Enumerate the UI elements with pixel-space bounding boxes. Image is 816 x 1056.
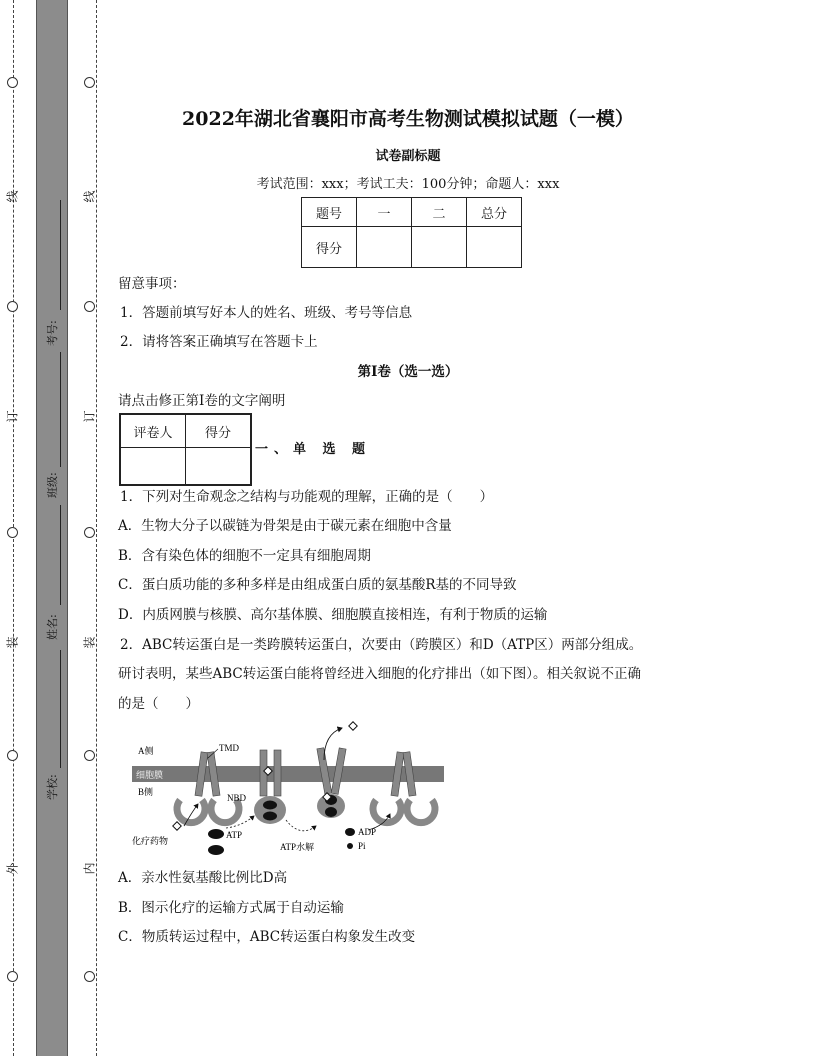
question-1-option-b: B．含有染色体的细胞不一定具有细胞周期 — [118, 548, 371, 564]
drug-molecule — [173, 822, 181, 830]
membrane-label: 细胞膜 — [136, 770, 164, 780]
class-label: 班级: — [46, 472, 59, 498]
question-2-option-c: C．物质转运过程中，ABC转运蛋白构象发生改变 — [118, 929, 416, 945]
exam-info: 考试范围：xxx；考试工夫：100分钟；命题人：xxx — [256, 177, 560, 192]
grader-header: 得分 — [186, 414, 252, 448]
school-label: 学校: — [46, 774, 59, 800]
score-table-header: 二 — [412, 198, 467, 227]
note-item: 1．答题前填写好本人的姓名、班级、考号等信息 — [120, 305, 413, 321]
score-table-header: 题号 — [302, 198, 357, 227]
score-cell — [412, 227, 467, 268]
binding-hole — [84, 527, 95, 538]
binding-hole — [7, 77, 18, 88]
chemo-drug-label: 化疗药物 — [132, 836, 169, 846]
binding-mark-outer: 订 — [5, 410, 20, 423]
binding-mark-outer: 线 — [5, 190, 20, 203]
page-subtitle: 试卷副标题 — [375, 149, 441, 164]
side-b-label: B侧 — [138, 787, 154, 797]
side-a-label: A侧 — [138, 746, 154, 756]
adp-label: ADP — [358, 827, 377, 837]
grader-cell — [120, 448, 186, 486]
pi-molecule — [347, 843, 353, 849]
score-cell — [357, 227, 412, 268]
question-2-option-b: B．图示化疗的运输方式属于自动运输 — [118, 900, 344, 916]
name-label: 姓名: — [46, 614, 59, 640]
question-2-stem-line: 研讨表明，某些ABC转运蛋白能将曾经进入细胞的化疗排出（如下图）。相关叙说不正确 — [118, 666, 641, 682]
name-line — [60, 505, 61, 605]
question-1-option-d: D．内质网膜与核膜、高尔基体膜、细胞膜直接相连，有利于物质的运输 — [118, 607, 548, 623]
question-2-option-a: A．亲水性氨基酸比例比D高 — [118, 870, 288, 886]
binding-hole — [7, 971, 18, 982]
atp-molecule — [208, 829, 224, 839]
binding-mark-outer: 装 — [5, 636, 20, 649]
nbd-label: NBD — [227, 793, 247, 803]
question-1-stem: 1．下列对生命观念之结构与功能观的理解，正确的是（ ） — [120, 489, 494, 505]
notes-heading: 留意事项： — [118, 276, 186, 292]
exam-number-label: 考号: — [46, 320, 59, 346]
atp-hydrolysis-label: ATP水解 — [280, 842, 315, 852]
grader-header: 评卷人 — [120, 414, 186, 448]
transporter-state-3 — [317, 748, 346, 818]
question-2-stem-line: 2．ABC转运蛋白是一类跨膜转运蛋白，次要由（跨膜区）和D（ATP区）两部分组成。 — [120, 637, 643, 653]
part1-instruction: 请点击修正第I卷的文字阐明 — [118, 393, 286, 409]
binding-hole — [84, 77, 95, 88]
score-row-label: 得分 — [302, 227, 357, 268]
binding-hole — [84, 971, 95, 982]
exam-number-line — [60, 200, 61, 310]
score-table-header: 总分 — [467, 198, 522, 227]
section-title: 一、单 选 题 — [255, 442, 372, 457]
abc-transporter-figure — [118, 716, 448, 864]
transporter-state-2 — [254, 750, 286, 824]
transporter-state-1 — [177, 752, 239, 823]
atp-label: ATP — [226, 830, 243, 840]
question-2-stem-line: 的是（ ） — [118, 696, 199, 712]
expelled-drug — [349, 722, 357, 730]
atp-molecule — [208, 845, 224, 855]
binding-mark-inner: 订 — [82, 410, 97, 423]
binding-hole — [7, 750, 18, 761]
note-item: 2．请将答案正确填写在答题卡上 — [120, 334, 318, 350]
pi-label: Pi — [358, 841, 366, 851]
atp-hydrolysis-arrow — [286, 820, 316, 831]
page-title: 2022年湖北省襄阳市高考生物测试模拟试题（一模） — [182, 108, 634, 130]
score-table-header: 一 — [357, 198, 412, 227]
part1-title: 第I卷（选一选） — [357, 364, 459, 380]
grader-table — [119, 413, 252, 486]
binding-hole — [84, 301, 95, 312]
adp-molecule — [345, 828, 355, 836]
binding-hole — [84, 750, 95, 761]
transporter-state-4 — [373, 752, 435, 823]
binding-mark-inner: 装 — [82, 636, 97, 649]
binding-hole — [7, 527, 18, 538]
binding-mark-inner: 内 — [82, 862, 97, 875]
score-table — [301, 197, 522, 268]
question-1-option-c: C．蛋白质功能的多种多样是由组成蛋白质的氨基酸R基的不同导致 — [118, 577, 517, 593]
binding-mark-inner: 线 — [82, 190, 97, 203]
binding-hole — [7, 301, 18, 312]
question-1-option-a: A．生物大分子以碳链为骨架是由于碳元素在细胞中含量 — [118, 518, 452, 534]
school-line — [60, 650, 61, 768]
binding-mark-outer: 外 — [5, 862, 20, 875]
grader-cell — [186, 448, 252, 486]
tmd-label: TMD — [219, 743, 239, 753]
score-cell — [467, 227, 522, 268]
